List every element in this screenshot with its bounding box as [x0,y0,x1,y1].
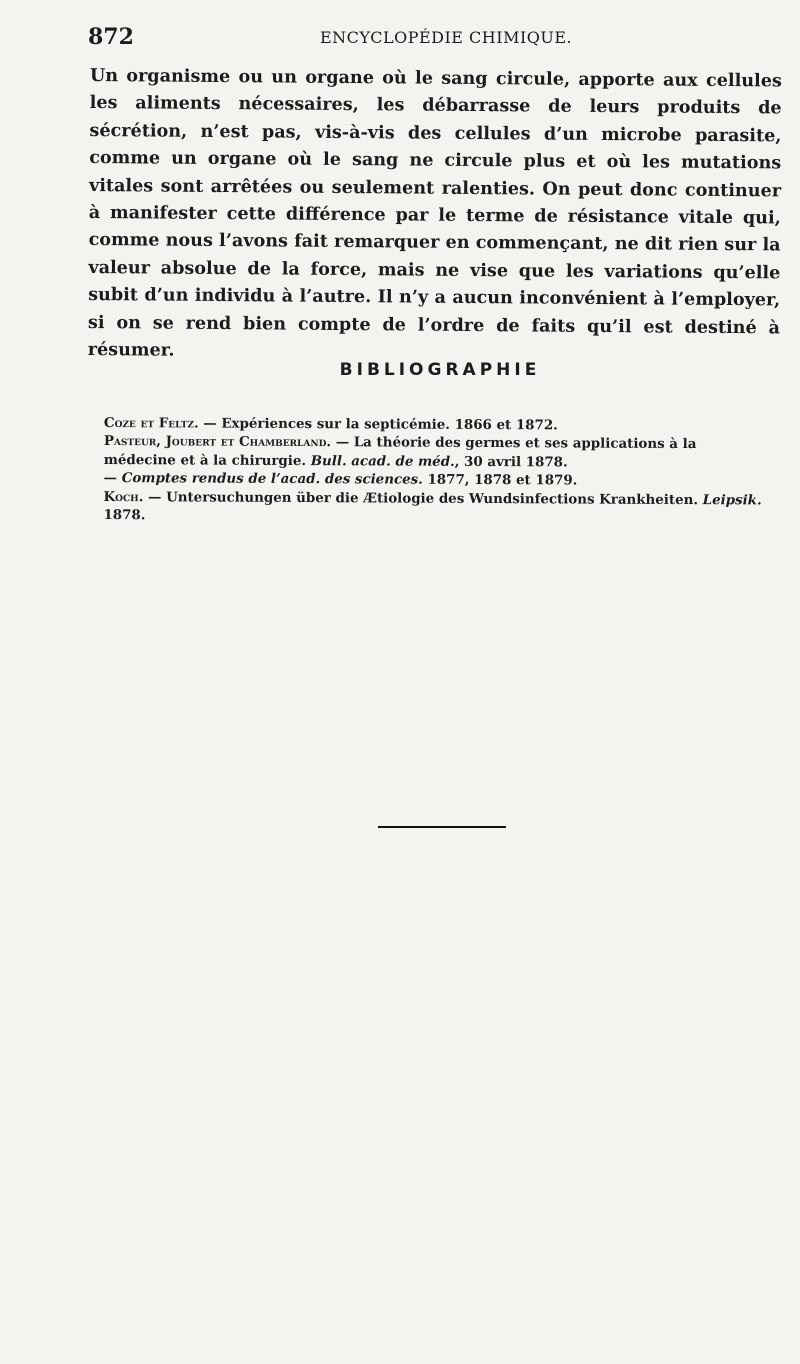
entry-tail: 1878. [103,507,146,524]
entry-journal: Comptes rendus de l’acad. des sciences. [121,470,423,488]
entry-tail: , 30 avril 1878. [454,453,568,471]
entry-text: — Expériences sur la septicémie. 1866 et 1872. [198,415,558,434]
entry-journal: Leipsik. [702,491,762,509]
body-paragraph: Un organisme ou un organe où le sang circule, apporte aux cellules les aliments nécessaires, les débarrasse de leurs produits de sécrétion, n’est pas, vis-à-vis des cellules d’un microbe parasite, comme un organe où le sang ne circule plus et où les mutations vitales sont arrêtées ou seulement ralenties. On peut donc continuer à manifester cette différence par le terme de résistance vitale qui, comme nous l’avons fait remarquer en commençant, ne dit rien sur la valeur absolue de la force, mais ne vise que les variations qu’elle subit d’un individu à l’autre. Il n’y a aucun inconvénient à l’employer, si on se rend bien compte de l’ordre de faits qu’il est destiné à résumer. [87,64,782,361]
entry-text: — [103,470,122,487]
end-rule [378,826,506,828]
page-number: 872 [88,24,134,50]
page-header [88,24,768,54]
bibliography-entry [103,488,771,528]
running-title: ENCYCLOPÉDIE CHIMIQUE. [320,28,573,47]
entry-author: Pasteur, Joubert et Chamberland. [103,433,332,451]
bibliography-entry [104,432,772,472]
entry-journal: Bull. acad. de méd. [310,452,455,470]
entry-author: Koch. [103,488,144,505]
entry-text: — La théorie des germes et ses applications à la médecine et à la chirurgie. [103,434,697,469]
bibliography-list [103,414,772,528]
entry-author: Coze et Feltz. [103,415,199,432]
entry-text: — Untersuchungen über die Ætiologie des Wundsinfections Krankheiten. [143,488,703,508]
bibliography-heading: BIBLIOGRAPHIE [339,360,541,380]
entry-tail: 1877, 1878 et 1879. [422,471,578,489]
